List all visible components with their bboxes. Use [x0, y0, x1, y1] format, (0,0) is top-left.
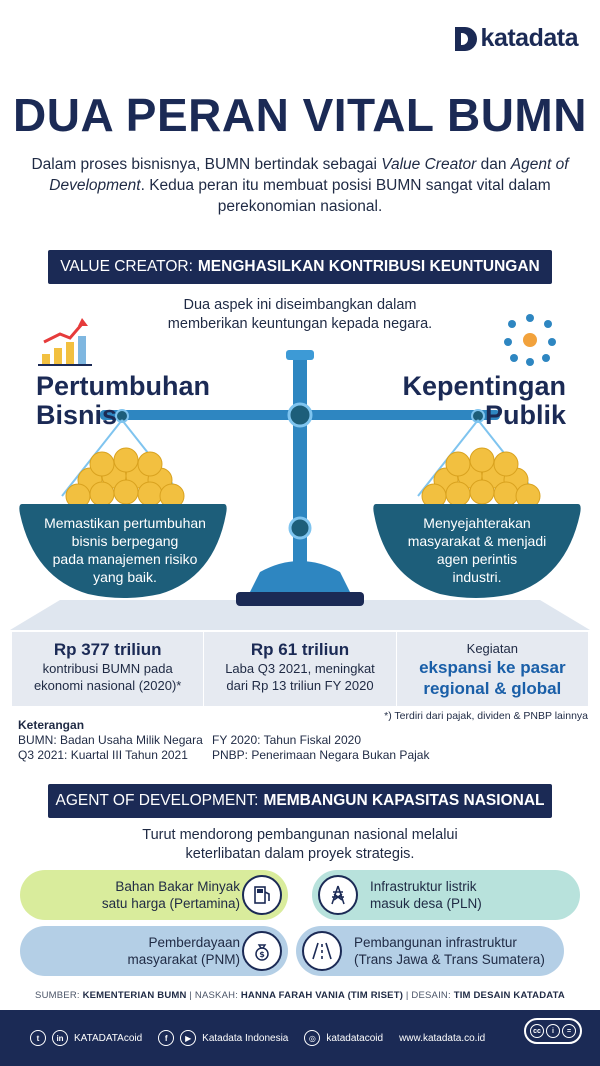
scale-top-cap [286, 350, 314, 360]
footer-handle[interactable]: KATADATAcoid [74, 1032, 143, 1044]
credit-label: | DESAIN: [403, 990, 454, 1001]
twitter-icon[interactable]: t [30, 1030, 46, 1046]
people-network-icon [504, 314, 556, 366]
pan-line: bisnis berpegang [71, 533, 179, 549]
item-line: Infrastruktur listrik [370, 879, 477, 894]
pan-line: Menyejahterakan [423, 515, 531, 531]
footer-bar [0, 1010, 600, 1066]
item-line: masyarakat (PNM) [127, 952, 240, 967]
katadata-logo-mark [455, 27, 477, 51]
facebook-icon[interactable]: f [158, 1030, 174, 1046]
item-line: (Trans Jawa & Trans Sumatera) [354, 952, 545, 967]
section-value-creator-header [48, 250, 552, 284]
credit-label: | NASKAH: [186, 990, 241, 1001]
sub-line: memberikan keuntungan kepada negara. [167, 316, 433, 332]
instagram-icon[interactable]: ◎ [304, 1030, 320, 1046]
fuel-pump-icon [242, 875, 282, 915]
intro-agent: Agent of Development [49, 156, 569, 194]
by-icon: i [546, 1024, 560, 1038]
intro-text [30, 154, 570, 217]
section-bold: MENGHASILKAN KONTRIBUSI KEUNTUNGAN [197, 258, 540, 275]
credit-value: KEMENTERIAN BUMN [82, 990, 187, 1001]
svg-text:$: $ [259, 950, 265, 959]
nd-icon: = [562, 1024, 576, 1038]
logo-text: katadata [480, 24, 578, 52]
label-kepentingan-publik [402, 372, 566, 430]
keterangan-item: FY 2020: Tahun Fiskal 2020 [212, 733, 361, 747]
power-tower-icon [318, 875, 358, 915]
keterangan-item: BUMN: Badan Usaha Milik Negara [18, 733, 203, 747]
pan-line: Memastikan pertumbuhan [44, 515, 206, 531]
growth-chart-icon [38, 318, 92, 365]
stat-desc: Laba Q3 2021, meningkat [225, 661, 375, 676]
stat-desc: Kegiatan [466, 641, 518, 656]
scale-pole [293, 358, 307, 588]
footer-website-link[interactable]: www.katadata.co.id [399, 1032, 486, 1044]
stat-laba [204, 632, 396, 706]
youtube-icon[interactable]: ▶ [180, 1030, 196, 1046]
keterangan-block [18, 718, 432, 763]
credit-label: SUMBER: [35, 990, 83, 1001]
item-pemberdayaan [20, 926, 288, 976]
section-agent-sub [0, 826, 600, 864]
item-infrastruktur [296, 926, 564, 976]
keterangan-title: Keterangan [18, 718, 85, 732]
pan-line: pada manajemen risiko [52, 551, 198, 567]
linkedin-icon[interactable]: in [52, 1030, 68, 1046]
intro-part: dan [476, 156, 511, 173]
keterangan-item: PNBP: Penerimaan Negara Bukan Pajak [212, 748, 430, 762]
label-line: Bisnis [36, 400, 118, 430]
intro-part: Dalam proses bisnisnya, BUMN bertindak sebagai [31, 156, 382, 173]
coins-right [422, 448, 540, 508]
footnote: *) Terdiri dari pajak, dividen & PNBP lainnya [384, 710, 588, 722]
stat-desc: ekonomi nasional (2020)* [33, 678, 182, 693]
road-icon [302, 931, 342, 971]
stat-value: Rp 377 triliun [53, 640, 162, 659]
balance-scale-illustration [0, 310, 600, 640]
stat-ekspansi [397, 632, 588, 706]
right-pan-text [374, 514, 580, 586]
scale-joint [290, 518, 310, 538]
sub-line: Dua aspek ini diseimbangkan dalam [183, 297, 417, 313]
item-line: Bahan Bakar Minyak [115, 879, 240, 894]
stats-row [12, 632, 588, 706]
pan-line: industri. [452, 569, 502, 585]
label-line: Kepentingan [402, 371, 566, 401]
label-line: Publik [484, 400, 566, 430]
pan-line: yang baik. [93, 569, 157, 585]
keterangan-item: Q3 2021: Kuartal III Tahun 2021 [18, 748, 188, 762]
stat-kontribusi [12, 632, 204, 706]
stat-value: Rp 61 triliun [250, 640, 350, 659]
scale-foot [236, 592, 364, 606]
footer-handle[interactable]: Katadata Indonesia [202, 1032, 289, 1044]
stat-highlight: ekspansi ke pasar [419, 658, 566, 677]
sub-line: keterlibatan dalam proyek strategis. [185, 846, 415, 862]
page-title: DUA PERAN VITAL BUMN [13, 89, 587, 141]
section-lead: AGENT OF DEVELOPMENT: [55, 792, 259, 809]
label-line: Pertumbuhan [36, 371, 211, 401]
scale-base [250, 561, 350, 592]
pan-line: agen perintis [436, 551, 518, 567]
stat-highlight: regional & global [423, 679, 562, 698]
item-line: masuk desa (PLN) [370, 896, 482, 911]
creative-commons-badge [524, 1018, 582, 1044]
item-line: Pembangunan infrastruktur [354, 935, 517, 950]
money-bag-icon [242, 931, 282, 971]
credit-value: TIM DESAIN KATADATA [453, 990, 565, 1001]
item-line: Pemberdayaan [148, 935, 240, 950]
item-bbm-satu-harga [20, 870, 288, 920]
scale-pivot [289, 404, 311, 426]
stat-desc: kontribusi BUMN pada [42, 661, 173, 676]
left-pan-text [22, 514, 228, 586]
item-line: satu harga (Pertamina) [101, 896, 240, 911]
section-bold: MEMBANGUN KAPASITAS NASIONAL [263, 792, 545, 809]
cc-icon: cc [530, 1024, 544, 1038]
katadata-logo [455, 24, 578, 53]
coins-left [66, 448, 184, 508]
source-credits [0, 990, 600, 1001]
stat-desc: dari Rp 13 triliun FY 2020 [226, 678, 374, 693]
section-lead: VALUE CREATOR: [60, 258, 193, 275]
footer-handle[interactable]: katadatacoid [326, 1032, 384, 1044]
intro-part: . Kedua peran itu membuat posisi BUMN sangat vital dalam perekonomian nasional. [140, 177, 551, 215]
intro-value-creator: Value Creator [381, 156, 477, 173]
item-listrik-desa [312, 870, 580, 920]
section-agent-header [48, 784, 552, 818]
label-pertumbuhan-bisnis [36, 372, 210, 430]
pan-line: masyarakat & menjadi [407, 533, 547, 549]
credit-value: HANNA FARAH VANIA (TIM RISET) [240, 990, 404, 1001]
sub-line: Turut mendorong pembangunan nasional melalui [142, 827, 458, 843]
